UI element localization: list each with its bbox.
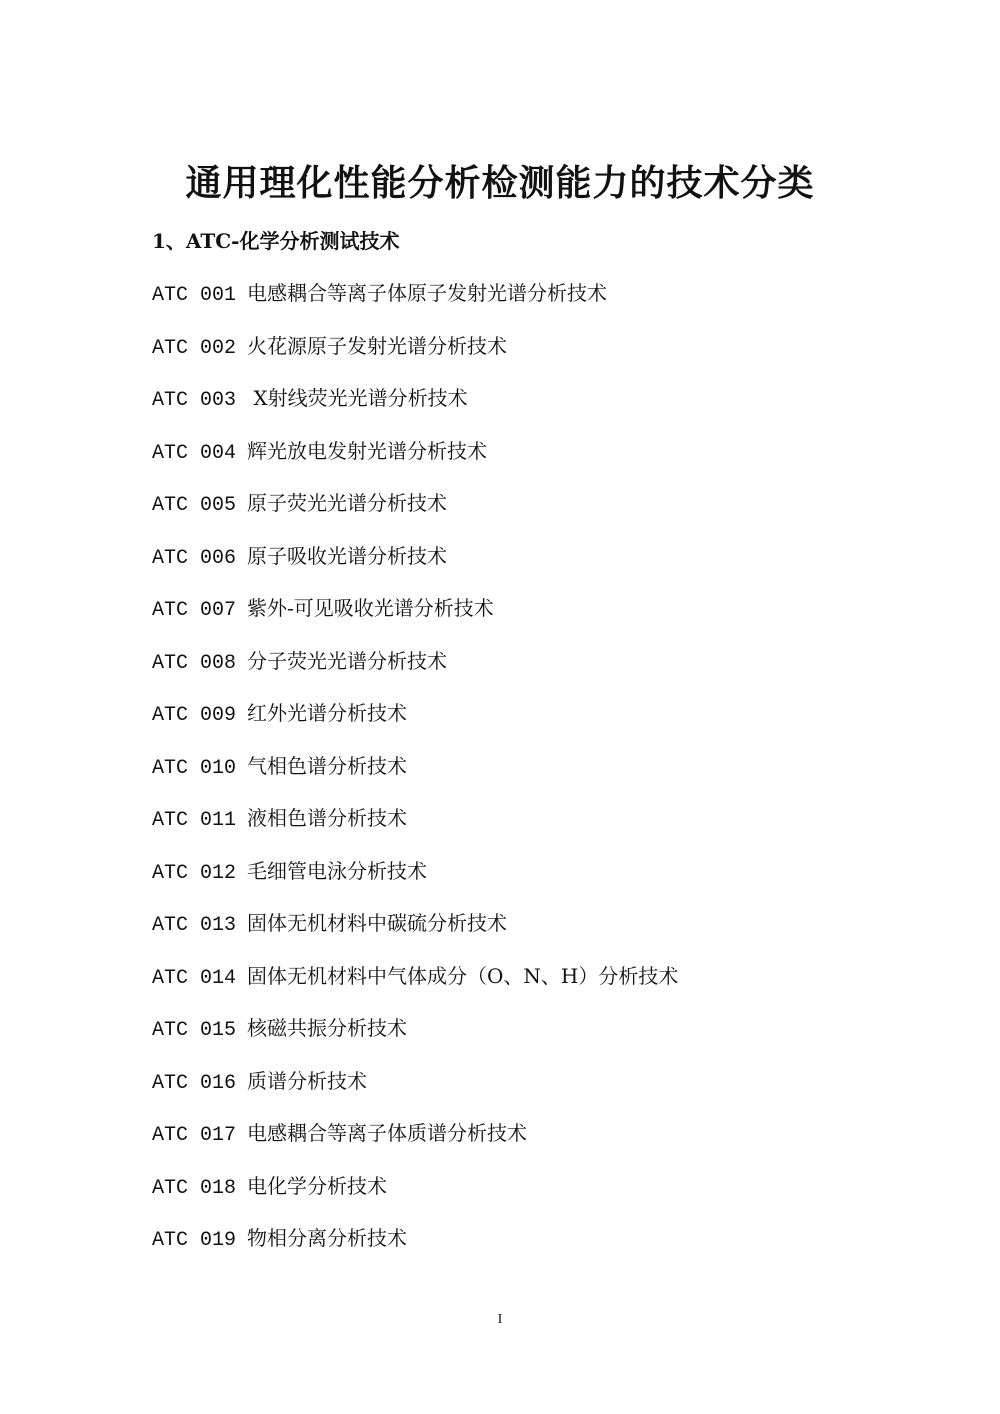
list-item: [152, 591, 678, 644]
item-name: 原子吸收光谱分析技术: [247, 543, 447, 568]
list-item: [152, 329, 678, 382]
item-name: 固体无机材料中气体成分（O、N、H）分析技术: [247, 963, 679, 988]
item-code: ATC 019: [152, 1229, 237, 1252]
item-code: ATC 015: [152, 1019, 237, 1042]
list-item: [152, 644, 678, 697]
item-name: 电感耦合等离子体原子发射光谱分析技术: [247, 281, 607, 305]
item-name: 毛细管电泳分析技术: [247, 858, 427, 883]
list-item: [152, 276, 678, 329]
item-name: 气相色谱分析技术: [247, 753, 407, 778]
item-name: 火花源原子发射光谱分析技术: [247, 333, 507, 358]
list-item: [152, 801, 678, 854]
item-name: 物相分离分析技术: [247, 1226, 407, 1250]
item-code: ATC 013: [152, 914, 237, 937]
item-name: 质谱分析技术: [247, 1068, 367, 1093]
list-item: [152, 1221, 678, 1274]
item-name: 液相色谱分析技术: [247, 806, 407, 830]
item-code: ATC 007: [152, 599, 237, 622]
item-code: ATC 004: [152, 441, 237, 465]
item-name: 电感耦合等离子体质谱分析技术: [247, 1121, 527, 1145]
item-code: ATC 005: [152, 494, 237, 517]
list-item: [152, 959, 678, 1012]
item-name: 原子荧光光谱分析技术: [247, 491, 447, 515]
item-code: ATC 012: [152, 861, 237, 885]
document-title: 通用理化性能分析检测能力的技术分类: [185, 163, 815, 205]
item-name: 固体无机材料中碳硫分析技术: [247, 911, 507, 935]
item-code: ATC 003: [152, 389, 237, 412]
list-item: [152, 1011, 678, 1064]
list-item: [152, 906, 678, 959]
item-code: ATC 002: [152, 336, 237, 360]
item-code: ATC 011: [152, 809, 237, 832]
item-code: ATC 001: [152, 284, 237, 307]
item-name: 紫外-可见吸收光谱分析技术: [247, 596, 494, 620]
list-item: [152, 1064, 678, 1117]
item-name: 核磁共振分析技术: [247, 1016, 407, 1040]
item-code: ATC 010: [152, 756, 237, 780]
list-item: [152, 1116, 678, 1169]
list-item: [152, 486, 678, 539]
item-code: ATC 009: [152, 704, 237, 727]
item-name: X射线荧光光谱分析技术: [247, 386, 468, 410]
list-item: [152, 434, 678, 487]
list-item: [152, 1169, 678, 1222]
list-item: [152, 854, 678, 907]
section-heading: 1、ATC-化学分析测试技术: [152, 229, 400, 253]
item-code: ATC 008: [152, 651, 237, 675]
technique-list: [152, 276, 678, 1274]
list-item: [152, 749, 678, 802]
item-code: ATC 017: [152, 1124, 237, 1147]
item-code: ATC 014: [152, 966, 237, 990]
item-name: 电化学分析技术: [247, 1173, 387, 1198]
item-code: ATC 018: [152, 1176, 237, 1200]
item-code: ATC 006: [152, 546, 237, 570]
item-code: ATC 016: [152, 1071, 237, 1095]
item-name: 分子荧光光谱分析技术: [247, 648, 447, 673]
page-number: I: [497, 1312, 503, 1327]
item-name: 红外光谱分析技术: [247, 701, 407, 725]
list-item: [152, 539, 678, 592]
list-item: [152, 381, 678, 434]
item-name: 辉光放电发射光谱分析技术: [247, 438, 487, 463]
list-item: [152, 696, 678, 749]
